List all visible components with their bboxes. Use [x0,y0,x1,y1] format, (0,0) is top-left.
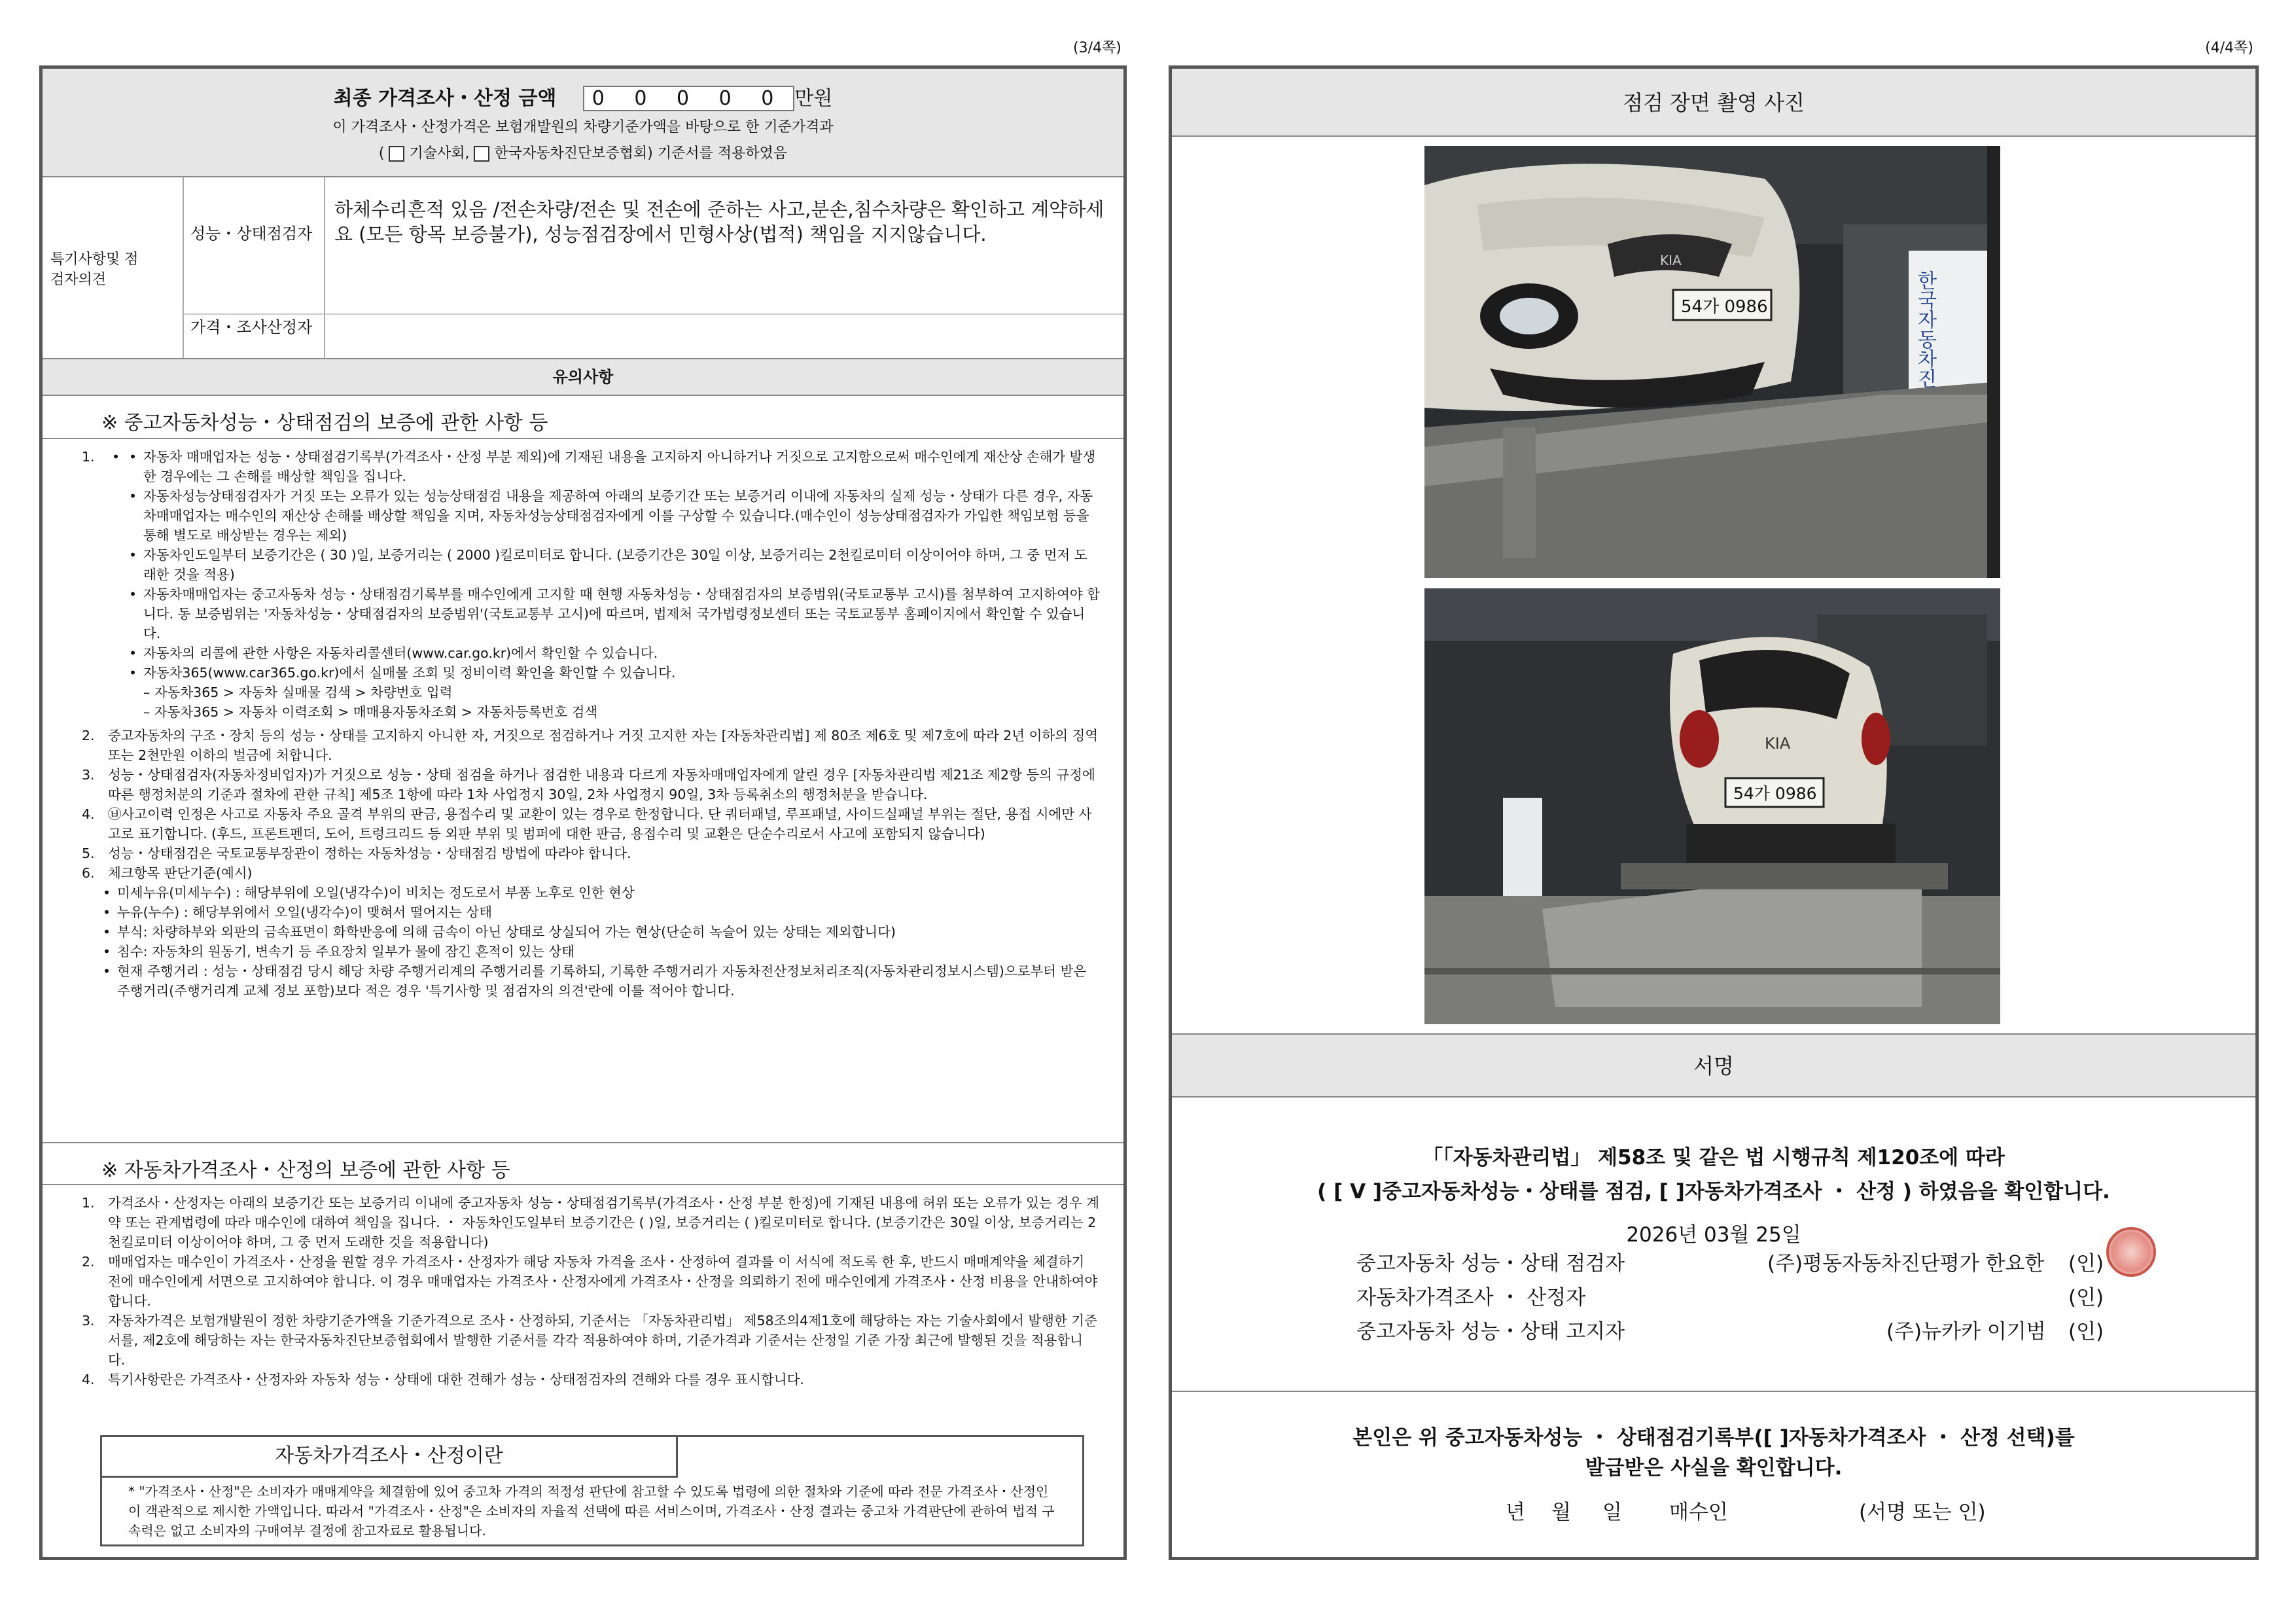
confirm-line-2: 발급받은 사실을 확인합니다. [1585,1456,1843,1480]
appraiser-opinion [325,315,1123,359]
price-header [43,69,1123,176]
notice-item: 2. 매매업자는 매수인이 가격조사・산정을 원할 경우 가격조사・산정자가 해당 자동차 가격을 조사・산정하여 결과를 이 서식에 적도록 한 후, 반드시 매매계약을 체결하기 전에 매수인에게 서면으로 고지하여야 합니다. 이 경우 매매업자는 가격조사・산정자에게 가격조사・산정을 의뢰하기 전에 매수인에게 가격조사・산정 비용을 안내하여야 합니다. [82,1254,1098,1309]
rear-plate: 54가 0986 [1733,784,1817,803]
checkbox-tech-society[interactable] [389,146,404,162]
price-unit: 만원 [794,87,833,110]
definition-box [100,1435,1084,1546]
left-page-panel [39,65,1127,1560]
buyer-month: 월 [1551,1501,1571,1524]
photo-header: 점검 장면 촬영 사진 [1172,69,2255,137]
buyer-day: 일 [1602,1501,1622,1524]
section1-title: ※ 중고자동차성능・상태점검의 보증에 관한 사항 등 [43,396,1123,439]
price-amount-box [583,86,795,111]
front-brand: KIA [1660,253,1682,268]
inspector-label: 성능・상태점검자 [184,177,325,315]
signer-seal-label: (인) [2068,1320,2104,1344]
buyer-label: 매수인 [1669,1501,1728,1524]
price-desc-line1: 이 가격조사・산정가격은 보험개발원의 차량기준가액을 바탕으로 한 기준가격과 [332,119,834,135]
notice-item: 3. 성능・상태점검자(자동차정비업자)가 거짓으로 성능・상태 점검을 하거나 점검한 내용과 다르게 자동차매매업자에게 알린 경우 [자동차관리법 제21조 제2항 등의 규정에 따른 행정처분의 기준과 절차에 관한 규칙] 제5조 1항에 따라 1차 사업정지 30일, 2차 사업정지 90일, 3차 등록취소의 행정처분을 받습니다. [82,767,1095,802]
notice-item: 4. ㉥사고이력 인정은 사고로 자동차 주요 골격 부위의 판금, 용접수리 및 교환이 있는 경우로 한정합니다. 단 쿼터패널, 루프패널, 사이드실패널 부위는 절단, 용접 시에만 사고로 표기합니다. (후드, 프론트펜더, 도어, 트렁크리드 등 외판 부위 및 범퍼에 대한 판금, 용접수리 및 교환은 단순수리로서 사고에 포함되지 않습니다) [82,806,1092,842]
seal-stamp-icon [2106,1227,2156,1277]
right-page-panel [1169,65,2259,1560]
definition-text: * "가격조사・산정"은 소비자가 매매계약을 체결함에 있어 중고차 가격의 적정성 판단에 참고할 수 있도록 법령에 의한 절차와 기준에 따라 전문 가격조사・산정인이 객관적으로 제시한 가액입니다. 따라서 "가격조사・산정"은 소비자의 자율적 선택에 따른 서비스이며, 가격조사・산정 결과는 중고차 가격판단에 관하여 법적 구속력은 없고 소비자의 구매여부 결정에 참고자료로 활용됩니다. [128,1484,1055,1539]
rear-brand: KIA [1765,734,1791,753]
notice-item: 6. 체크항목 판단기준(예시) • 미세누유(미세누수) : 해당부위에 오일(냉각수)이 비치는 정도로서 부품 노후로 인한 현상 • 누유(누수) : 해당부위에서 오일(냉각수)이 맺혀서 떨어지는 상태 • 부식: 차량하부와 외판의 금속표면이 화학반응에 의해 금속이 아닌 상태로 상실되어 가는 현상(단순히 녹슬어 있는 상태는 제외합니다) • 침수: 자동차의 원동기, 변속기 등 주요장치 일부가 물에 잠긴 흔적이 있는 상태 • 현재 주행거리 : 성능・상태점검 당시 해당 차량 주행거리계의 주행거리를 기록하되, 기록한 주행거리가 자동차전산정보처리조직(자동차관리정보시스템)으로부터 받은 주행거리(주행거리계 교체 정보 포함)보다 적은 경우 '특기사항 및 점검자의 의견'란에 이를 적어야 합니다. [82,865,1087,999]
page-number-right: (4/4쪽) [2205,40,2253,56]
notice-item: 1. • • 자동차 매매업자는 성능・상태점검기록부(가격조사・산정 부분 제외)에 기재된 내용을 고지하지 아니하거나 거짓으로 고지함으로써 매수인에게 재산상 손해가 발생한 경우에는 그 손해를 배상할 책임을 집니다. • 자동차성능상태점검자가 거짓 또는 오류가 있는 성능상태점검 내용을 제공하여 아래의 보증기간 또는 보증거리 이내에 자동차의 실제 성능・상태가 다른 경우, 자동차매매업자는 매수인의 재산상 손해를 배상할 책임을 지며, 자동차성능상태점검자에게 이를 구상할 수 있습니다.(매수인이 성능상태점검자가 가입한 책임보험 등을 통해 별도로 배상받는 경우는 제외) • 자동차인도일부터 보증기간은 ( 30 )일, 보증거리는 ( 2000 )킬로미터로 합니다. (보증기간은 30일 이상, 보증거리는 2천킬로미터 이상이어야 하며, 그 중 먼저 도래한 것을 적용) • 자동차매매업자는 중고자동차 성능・상태점검기록부를 매수인에게 고지할 때 현행 자동차성능・상태점검자의 보증범위(국토교통부 고시)를 첨부하여 고지하여야 합니다. 동 보증범위는 '자동차성능・상태점검자의 보증범위'(국토교통부 고시)에 따르며, 법제처 국가법령정보센터 또는 국토교통부 홈페이지에서 확인할 수 있습니다. • 자동차의 리콜에 관한 사항은 자동차리콜센터(www.car.go.kr)에서 확인할 수 있습니다. • 자동차365(www.car365.go.kr)에서 실매물 조회 및 정비이력 확인을 확인할 수 있습니다. – 자동차365 > 자동차 실매물 검색 > 차량번호 입력 – 자동차365 > 자동차 이력조회 > 매매용자동차조회 > 자동차등록번호 검색 [82,449,1100,720]
signer-row: 자동차가격조사 ・ 산정자 [1356,1286,1586,1310]
notice-item: 4. 특기사항란은 가격조사・산정자와 자동차 성능・상태에 대한 견해가 성능・상태점검자의 견해와 다를 경우 표시합니다. [82,1372,804,1387]
side-sign: 한국자동차진 [1913,270,1937,388]
section2-title: ※ 자동차가격조사・산정의 보증에 관한 사항 등 [43,1142,1123,1185]
notice-item: 1. 가격조사・산정자는 아래의 보증기간 또는 보증거리 이내에 중고자동차 성능・상태점검기록부(가격조사・산정 부분 한정)에 기재된 내용에 허위 또는 오류가 있는 경우 계약 또는 관계법령에 따라 매수인에 대하여 책임을 집니다. ・ 자동차인도일부터 보증기간은 ( )일, 보증거리는 ( )킬로미터로 합니다. (보증기간은 30일 이상, 보증거리는 2천킬로미터 이상이어야 하며, 그 중 먼저 도래한 것을 적용합니다) [82,1195,1100,1250]
signer-name: (주)뉴카카 이기범 [1886,1320,2046,1344]
signer-seal-label: (인) [2068,1252,2104,1275]
inspection-photo-front [1424,146,2000,578]
front-plate: 54가 0986 [1681,297,1768,317]
opt-tech-society: 기술사회, [409,145,470,162]
price-amount: 0 0 0 0 0 [592,87,786,110]
inspector-opinion: 하체수리흔적 있음 /전손차량/전손 및 전손에 준하는 사고,분손,침수차량은 확인하고 계약하세요 (모든 항목 보증불가), 성능점검장에서 민형사상(법적) 책임을 지지않습니다. [325,177,1123,315]
opinion-table [43,176,1123,358]
signature-header: 서명 [1172,1033,2255,1097]
notice-item: 5. 성능・상태점검은 국토교통부장관이 정하는 자동차성능・상태점검 방법에 따라야 합니다. [82,846,631,861]
price-desc-line2: ( 기술사회, 한국자동차진단보증협회) 기준서를 적용하였음 [378,145,788,162]
section2-content [43,1193,1123,1389]
opt-kadia: 한국자동차진단보증협회) 기준서를 적용하였음 [494,145,788,162]
appraiser-label: 가격・조사산정자 [184,315,325,359]
section1-content [43,447,1123,1001]
buyer-year: 년 [1506,1501,1525,1524]
signer-row: 중고자동차 성능・상태 고지자 [1356,1320,1625,1344]
signer-row: 중고자동차 성능・상태 점검자 [1356,1252,1625,1275]
law-line-2: ( [ V ]중고자동차성능・상태를 점검, [ ]자동차가격조사 ・ 산정 ) 하였음을 확인합니다. [1317,1180,2110,1204]
buyer-signature-field[interactable]: (서명 또는 인) [1859,1501,1986,1524]
notice-item: 3. 자동차가격은 보험개발원이 정한 차량기준가액을 기준가격으로 조사・산정하되, 기준서는 「자동차관리법」 제58조의4제1호에 해당하는 자는 기술사회에서 발행한 기준서를, 제2호에 해당하는 자는 한국자동차진단보증협회에서 발행한 기준서를 각각 적용하여야 하며, 기준가격과 기준서는 산정일 기준 가장 최근에 발행된 것을 적용합니다. [82,1313,1097,1368]
signer-name: (주)평동자동차진단평가 한요한 [1767,1252,2045,1275]
sign-date: 2026년 03월 25일 [1626,1223,1801,1247]
definition-title: 자동차가격조사・산정이란 [102,1437,678,1478]
notice-item: 2. 중고자동차의 구조・장치 등의 성능・상태를 고지하지 아니한 자, 거짓으로 점검하거나 거짓 고지한 자는 [자동차관리법] 제 80조 제6호 및 제7호에 따라 2년 이하의 징역 또는 2천만원 이하의 벌금에 처합니다. [82,728,1099,763]
confirm-line-1: 본인은 위 중고자동차성능 ・ 상태점검기록부([ ]자동차가격조사 ・ 산정 선택)를 [1352,1426,2075,1450]
buyer-confirm-section [1172,1391,2255,1557]
inspection-photo-rear [1424,588,2000,1024]
notice-header: 유의사항 [43,358,1123,396]
front-photo-svg [1424,146,2000,578]
price-title: 최종 가격조사・산정 금액 [333,87,557,110]
rear-photo-svg [1424,588,2000,1024]
law-line-1: 「「자동차관리법」 제58조 및 같은 법 시행규칙 제120조에 따라 [1422,1146,2005,1169]
signer-seal-label: (인) [2068,1286,2104,1310]
checkbox-kadia[interactable] [474,146,489,162]
opinion-label: 특기사항및 점검자의견 [43,177,184,359]
page-number: (3/4쪽) [1073,40,1122,56]
